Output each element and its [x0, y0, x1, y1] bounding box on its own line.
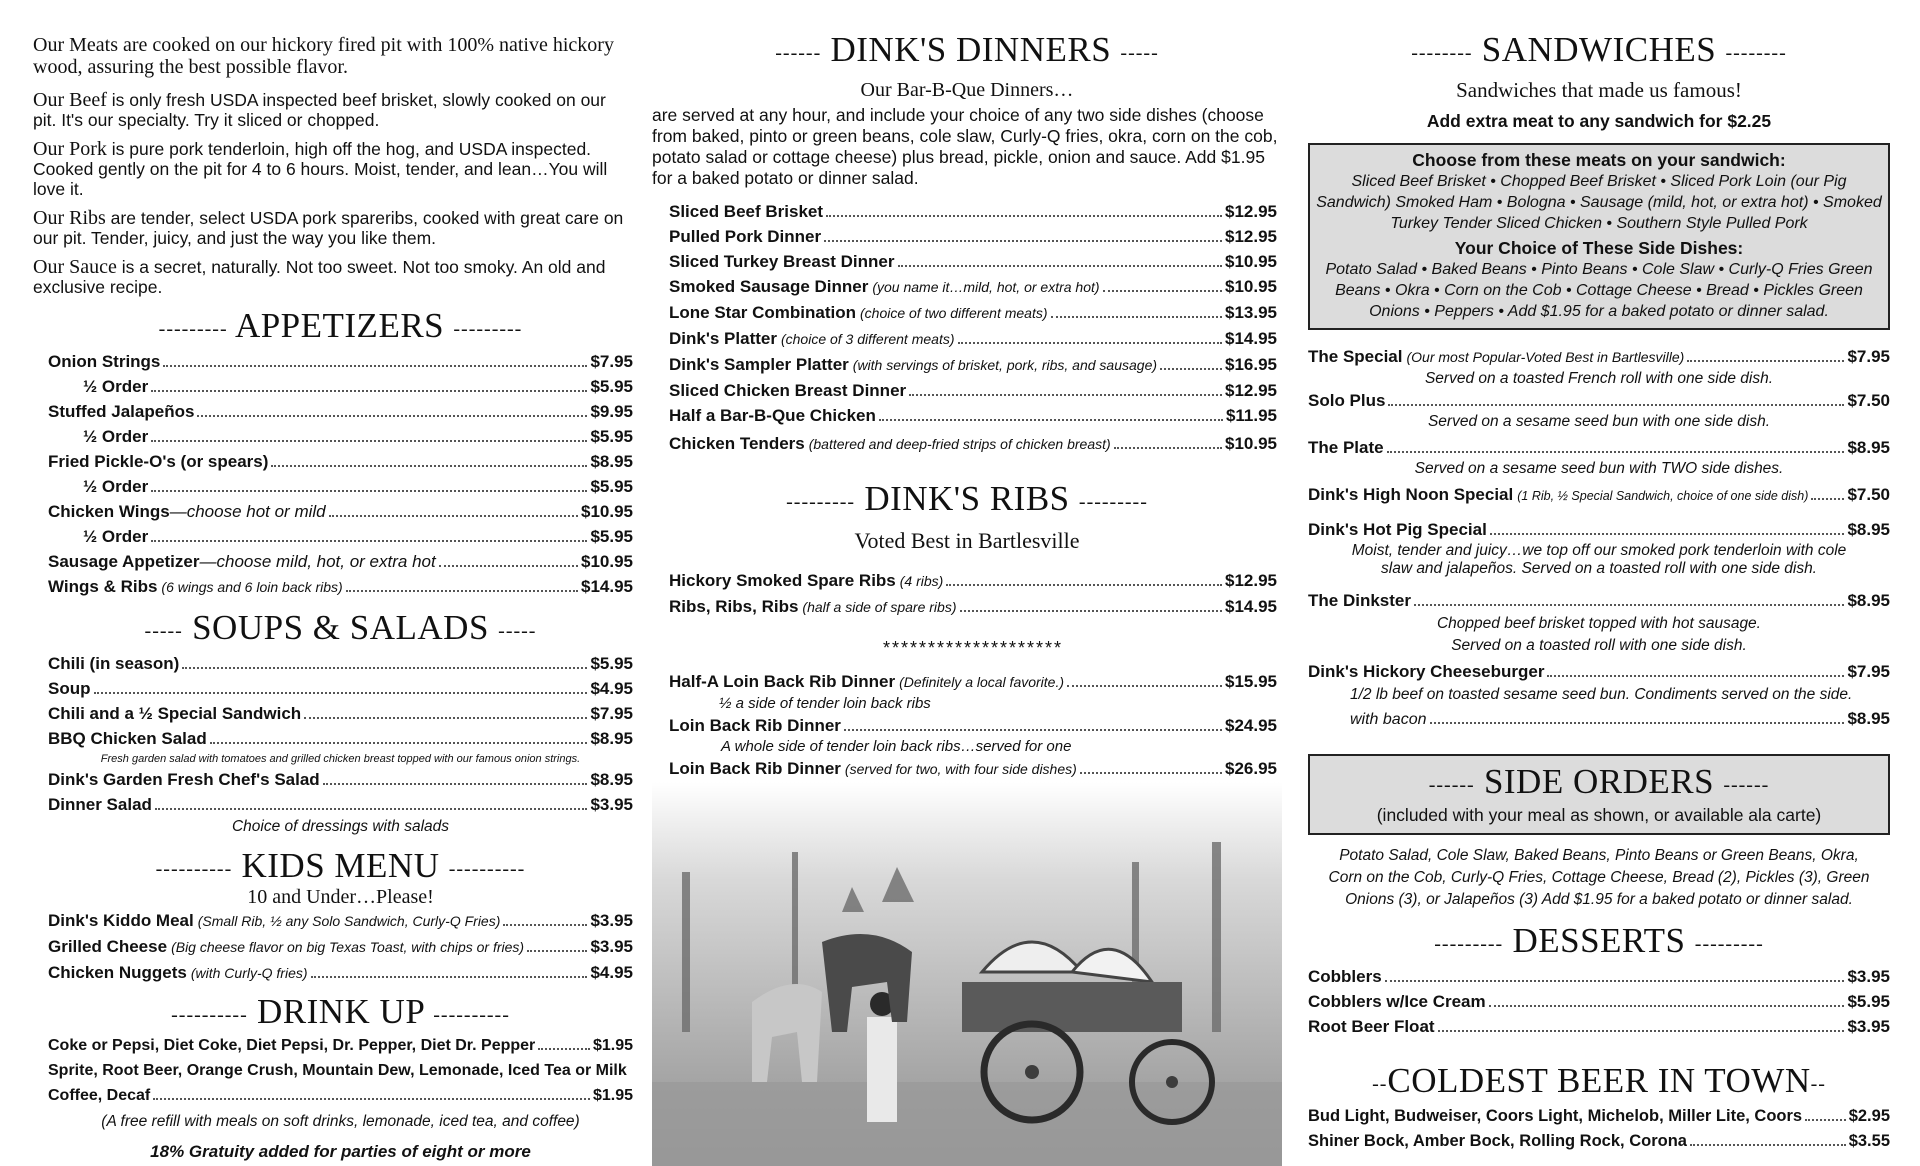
menu-item: Chicken Tenders (battered and deep-fried strips of chicken breast) $10.95	[669, 433, 1277, 453]
ribs-list	[652, 568, 1282, 782]
menu-item: ½ Order $5.95	[83, 526, 633, 546]
menu-item: Dink's Kiddo Meal (Small Rib, ½ any Solo Sandwich, Curly-Q Fries) $3.95	[48, 910, 633, 930]
right-column	[1308, 0, 1890, 1154]
meats-list: Sliced Beef Brisket • Chopped Beef Brisket • Sliced Pork Loin (our Pig Sandwich) Smoked Ham • Bologna • Sausage (mild, hot, or extra hot) • Smoked Turkey Tender Sliced Chicken • Southern Style Pulled Pork	[1316, 172, 1882, 232]
drinks-heading: ---------- DRINK UP ----------	[171, 991, 510, 1031]
item-description: Served on a sesame seed bun with one side dish.	[1427, 412, 1771, 430]
meats-heading: Choose from these meats on your sandwich:	[1412, 149, 1786, 170]
item-description: Moist, tender and juicy…we top off our smoked pork tenderloin with cole slaw and jalapeños. Served on a toasted roll with one side dish.	[1351, 541, 1847, 577]
item-description: Served on a toasted French roll with one side dish.	[1424, 369, 1774, 387]
menu-item: Solo Plus $7.50	[1308, 390, 1890, 410]
menu-item: Dinner Salad $3.95	[48, 794, 633, 814]
stars-divider: ********************	[882, 637, 1064, 658]
appetizers-list	[48, 349, 633, 600]
intro-ribs: Our Ribs are tender, select USDA pork spareribs, cooked with great care on our pit. Tender, juicy, and just the way you like them.	[33, 207, 624, 248]
soups-heading: ----- SOUPS & SALADS -----	[144, 607, 537, 647]
menu-item: Dink's Platter (choice of 3 different meats) $14.95	[669, 328, 1277, 348]
menu-item: ½ Order $5.95	[83, 476, 633, 496]
menu-item: Onion Strings $7.95	[48, 351, 633, 371]
sides-list: Potato Salad • Baked Beans • Pinto Beans • Cole Slaw • Curly-Q Fries Green Beans • Okra • Corn on the Cob • Cottage Cheese • Bread • Pickles Green Onions • Peppers • Add $1.95 for a baked potato or dinner salad.	[1325, 260, 1873, 320]
dinners-subtitle: Our Bar-B-Que Dinners…	[860, 78, 1074, 101]
left-column	[33, 0, 633, 1162]
middle-column	[652, 0, 1282, 782]
menu-item: ½ Order $5.95	[83, 426, 633, 446]
side-orders-box	[1308, 754, 1890, 835]
dinners-list	[652, 199, 1282, 457]
item-description: Served on a sesame seed bun with TWO side dishes.	[1414, 459, 1784, 477]
drinks-list	[48, 1033, 633, 1162]
beer-list	[1308, 1104, 1890, 1154]
menu-item: Grilled Cheese (Big cheese flavor on big Texas Toast, with chips or fries) $3.95	[48, 936, 633, 956]
menu-item: Coffee, Decaf $1.95	[48, 1086, 633, 1104]
menu-item: Chili (in season) $5.95	[48, 653, 633, 673]
menu-item: Bud Light, Budweiser, Coors Light, Michelob, Miller Lite, Coors $2.95	[1308, 1106, 1890, 1125]
intro-meats: Our Meats are cooked on our hickory fired pit with 100% native hickory wood, assuring the best possible flavor.	[33, 34, 614, 78]
menu-item: Dink's Hot Pig Special $8.95	[1308, 519, 1890, 539]
half-loin-note: ½ a side of tender loin back ribs	[719, 694, 931, 712]
menu-item: Loin Back Rib Dinner $24.95	[669, 715, 1277, 735]
menu-item: Chicken Wings —choose hot or mild $10.95	[48, 501, 633, 521]
menu-item: Half-A Loin Back Rib Dinner (Definitely a local favorite.) $15.95	[669, 671, 1277, 691]
menu-item: Lone Star Combination (choice of two different meats) $13.95	[669, 302, 1277, 322]
ribs-heading: --------- DINK'S RIBS ---------	[786, 478, 1148, 518]
intro-text	[33, 34, 633, 297]
item-description: Chopped beef brisket topped with hot sausage. Served on a toasted roll with one side dish.	[1436, 614, 1761, 654]
menu-item: Chicken Nuggets (with Curly-Q fries) $4.95	[48, 962, 633, 982]
menu-item: Hickory Smoked Spare Ribs (4 ribs) $12.95	[669, 570, 1277, 590]
menu-item: Shiner Bock, Amber Bock, Rolling Rock, Corona $3.55	[1308, 1131, 1890, 1150]
menu-item: Sprite, Root Beer, Orange Crush, Mountain Dew, Lemonade, Iced Tea or Milk	[48, 1061, 627, 1079]
menu-item: Cobblers w/Ice Cream $5.95	[1308, 991, 1890, 1011]
menu-item: Dink's Sampler Platter (with servings of brisket, pork, ribs, and sausage) $16.95	[669, 354, 1277, 374]
sandwich-list	[1308, 344, 1890, 732]
menu-item: Dink's High Noon Special (1 Rib, ½ Special Sandwich, choice of one side dish) $7.50	[1308, 484, 1890, 504]
sides-heading: Your Choice of These Side Dishes:	[1454, 237, 1744, 258]
kids-subtitle: 10 and Under…Please!	[247, 885, 434, 908]
meats-sides-box	[1308, 143, 1890, 330]
menu-item: ½ Order $5.95	[83, 376, 633, 396]
sandwiches-heading: -------- SANDWICHES --------	[1411, 30, 1787, 69]
menu-item: The Plate $8.95	[1308, 437, 1890, 457]
soups-list	[48, 651, 633, 837]
appetizers-heading: --------- APPETIZERS ---------	[158, 306, 523, 345]
menu-item: The Dinkster $8.95	[1308, 590, 1890, 610]
menu-item: Half a Bar-B-Que Chicken $11.95	[669, 405, 1277, 425]
side-orders-text: Potato Salad, Cole Slaw, Baked Beans, Pinto Beans or Green Beans, Okra, Corn on the Cob, Curly-Q Fries, Cottage Cheese, Bread (2), Pickles (3), Green Onions (3), or Jalapeños (3) Add $1.95 for a baked potato or dinner salad.	[1328, 846, 1870, 908]
menu-item: Coke or Pepsi, Diet Coke, Diet Pepsi, Dr. Pepper, Diet Dr. Pepper $1.95	[48, 1036, 633, 1054]
side-orders-subtitle: (included with your meal as shown, or available ala carte)	[1376, 804, 1822, 825]
whole-loin-note: A whole side of tender loin back ribs…served for one	[721, 737, 1072, 755]
gratuity-note: 18% Gratuity added for parties of eight or more	[150, 1141, 531, 1161]
menu-item: Pulled Pork Dinner $12.95	[669, 226, 1277, 246]
desserts-heading: --------- DESSERTS ---------	[1434, 920, 1764, 960]
dinners-heading: ------ DINK'S DINNERS -----	[775, 30, 1159, 69]
menu-item: Fried Pickle-O's (or spears) $8.95	[48, 451, 633, 471]
intro-pork: Our Pork is pure pork tenderloin, high off the hog, and USDA inspected. Cooked gently on the pit for 4 to 6 hours. Moist, tender, and lean…You will love it.	[33, 138, 608, 199]
menu-item: Smoked Sausage Dinner (you name it…mild, hot, or extra hot) $10.95	[669, 276, 1277, 296]
menu-item: Ribs, Ribs, Ribs (half a side of spare ribs) $14.95	[669, 596, 1277, 616]
ribs-subtitle: Voted Best in Bartlesville	[854, 527, 1080, 553]
menu-item: Soup $4.95	[48, 678, 633, 698]
menu-item: Loin Back Rib Dinner (served for two, with four side dishes) $26.95	[669, 758, 1277, 778]
sandwiches-subtitle: Sandwiches that made us famous!	[1456, 77, 1742, 102]
menu-item: Chili and a ½ Special Sandwich $7.95	[48, 703, 633, 723]
intro-sauce: Our Sauce is a secret, naturally. Not too sweet. Not too smoky. An old and exclusive recipe.	[33, 256, 606, 297]
desserts-list	[1308, 964, 1890, 1039]
wagon-scene-illustration	[652, 782, 1282, 1166]
item-description: 1/2 lb beef on toasted sesame seed bun. Condiments served on the side.	[1350, 685, 1853, 703]
menu-item: Dink's Hickory Cheeseburger $7.95	[1308, 661, 1890, 681]
menu-item: Sausage Appetizer —choose mild, hot, or extra hot $10.95	[48, 551, 633, 571]
menu-item: Cobblers $3.95	[1308, 966, 1890, 986]
extra-meat-note: Add extra meat to any sandwich for $2.25	[1426, 110, 1772, 131]
dressing-note: Choice of dressings with salads	[231, 817, 450, 835]
menu-item: Sliced Chicken Breast Dinner $12.95	[669, 380, 1277, 400]
kids-list	[48, 908, 633, 986]
covered-wagon-photo	[652, 782, 1282, 1166]
menu-item: The Special (Our most Popular-Voted Best in Bartlesville) $7.95	[1308, 346, 1890, 366]
refill-note: (A free refill with meals on soft drinks, lemonade, iced tea, and coffee)	[101, 1112, 580, 1130]
menu-item: Sliced Turkey Breast Dinner $10.95	[669, 251, 1277, 271]
menu-item: Root Beer Float $3.95	[1308, 1016, 1890, 1036]
menu-item: with bacon $8.95	[1350, 708, 1890, 728]
menu-item: BBQ Chicken Salad $8.95	[48, 728, 633, 748]
beer-heading: --COLDEST BEER IN TOWN--	[1372, 1060, 1826, 1100]
menu-item: Dink's Garden Fresh Chef's Salad $8.95	[48, 769, 633, 789]
menu-item: Stuffed Jalapeños $9.95	[48, 401, 633, 421]
kids-heading: ---------- KIDS MENU ----------	[155, 845, 526, 885]
menu-item: Wings & Ribs (6 wings and 6 loin back ribs) $14.95	[48, 576, 633, 596]
side-orders-heading: ------ SIDE ORDERS ------	[1428, 761, 1770, 801]
dinners-description: are served at any hour, and include your choice of any two side dishes (choose from baked, pinto or green beans, cole slaw, Curly-Q fries, okra, corn on the cob, potato salad or cottage cheese) plus bread, pickle, onion and sauce. Add $1.95 for a baked potato or dinner salad.	[652, 104, 1278, 188]
menu-item: Sliced Beef Brisket $12.95	[669, 201, 1277, 221]
intro-beef: Our Beef is only fresh USDA inspected beef brisket, slowly cooked on our pit. It's our specialty. Try it sliced or chopped.	[33, 89, 606, 130]
bbq-salad-note: Fresh garden salad with tomatoes and grilled chicken breast topped with our famous onion strings.	[100, 752, 581, 765]
